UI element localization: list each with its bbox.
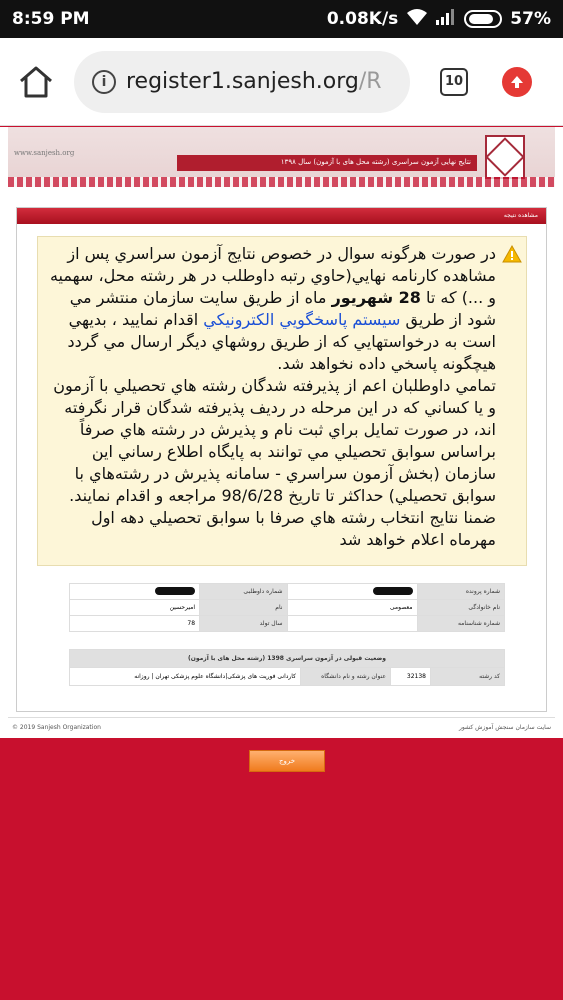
- signal-icon: [436, 9, 456, 29]
- web-page: [0, 127, 563, 765]
- redacted-mark: [373, 587, 413, 595]
- redacted-mark: [155, 587, 195, 595]
- admission-header: وضعیت قبولی در آزمون سراسری 1398 (رشته محل های با آزمون): [70, 650, 505, 668]
- update-icon[interactable]: [502, 67, 532, 97]
- birth-year-value: 78: [70, 616, 200, 632]
- id-number-value: [287, 616, 417, 632]
- first-name-label: نام: [200, 600, 287, 616]
- program-title-value: کاردانی فوریت های پزشکی|دانشگاه علوم پزشکی تهران | روزانه: [70, 668, 301, 686]
- program-code-value: 32138: [391, 668, 431, 686]
- banner-pattern: [8, 177, 555, 187]
- footer-site-name: سایت سازمان سنجش آموزش کشور: [458, 724, 551, 731]
- banner-title: نتایج نهایی آزمون سراسری (رشته محل های با آزمون) سال ۱۳۹۸: [177, 155, 477, 171]
- candidate-number-label: شماره داوطلبی: [200, 584, 287, 600]
- home-icon[interactable]: [14, 60, 58, 104]
- admission-table: [69, 649, 505, 686]
- exit-button[interactable]: خروج: [249, 750, 325, 772]
- sanjesh-logo: [485, 135, 525, 179]
- program-title-label: عنوان رشته و نام دانشگاه: [301, 668, 391, 686]
- url-path: /R: [358, 69, 382, 94]
- banner-site-url: www.sanjesh.org: [14, 149, 75, 157]
- first-name-value: امیرحسین: [70, 600, 200, 616]
- status-time: 8:59 PM: [12, 9, 90, 29]
- notice-paragraph-2: تمامي داوطلبان اعم از پذيرفته شدگان رشته هاي تحصيلي با آزمون و يا كساني كه در اين مرحله در رديف پذيرفته شدگان قرار نگرفته اند، در صورت تمايل براي ثبت نام و پذيرش در رشته هاي صرفاً براساس سوابق تحصيلي مي توانند به پايگاه اطلاع رساني اين سازمان (بخش آزمون سراسري - سامانه پذيرش در رشته‌هاي با سوابق تحصيلي) حداكثر تا تاريخ 98/6/28 مراجعه و اقدام نمايند. ضمنا نتايج انتخاب رشته هاي صرفا با سوابق تحصيلي دهه اول مهرماه اعلام خواهد شد: [53, 376, 496, 549]
- url-domain: register1.sanjesh.org: [126, 69, 359, 94]
- birth-year-label: سال تولد: [200, 616, 287, 632]
- site-banner: [8, 127, 555, 187]
- network-speed: 0.08K/s: [326, 9, 399, 29]
- last-name-label: نام خانوادگی: [417, 600, 504, 616]
- case-number-label: شماره پرونده: [417, 584, 504, 600]
- notice-box: [37, 236, 527, 566]
- battery-level: 57%: [510, 9, 551, 29]
- status-indicators: [327, 8, 551, 30]
- notice-paragraph-1: در صورت هرگونه سوال در خصوص نتايج آزمون سراسري پس از مشاهده كارنامه نهايي(حاوي رتبه داوطلب در هر رشته محل، سهميه و ...) كه تا 28 شهريور ماه از طريق سايت سازمان منتشر مي شود از طريق سيستم پاسخگويي الكترونيكي اقدام نماييد ، بديهي است به درخواستهايي كه از طريق روشهاي ديگر ارسال مي گردد هيچگونه پاسخي داده نخواهد شد.: [49, 244, 496, 373]
- browser-toolbar: [0, 38, 563, 126]
- notice-text: [44, 243, 496, 551]
- wifi-icon: [406, 8, 428, 30]
- panel-header: مشاهده نتیجه: [17, 208, 546, 224]
- candidate-info-table: [69, 583, 505, 632]
- id-number-label: شماره شناسنامه: [417, 616, 504, 632]
- case-number-value: [287, 584, 417, 600]
- status-bar: [0, 0, 563, 38]
- support-system-link[interactable]: سيستم پاسخگويي الكترونيكي: [203, 310, 401, 329]
- url-bar[interactable]: [74, 51, 410, 113]
- battery-icon: [464, 10, 502, 28]
- footer-copyright: © 2019 Sanjesh Organization: [12, 724, 101, 731]
- last-name-value: معصومی: [287, 600, 417, 616]
- warning-icon: [502, 245, 522, 263]
- page-footer: [8, 717, 555, 737]
- info-icon[interactable]: i: [92, 70, 116, 94]
- candidate-number-value: [70, 584, 200, 600]
- tabs-count-button[interactable]: 10: [440, 68, 468, 96]
- program-code-label: کد رشته: [431, 668, 505, 686]
